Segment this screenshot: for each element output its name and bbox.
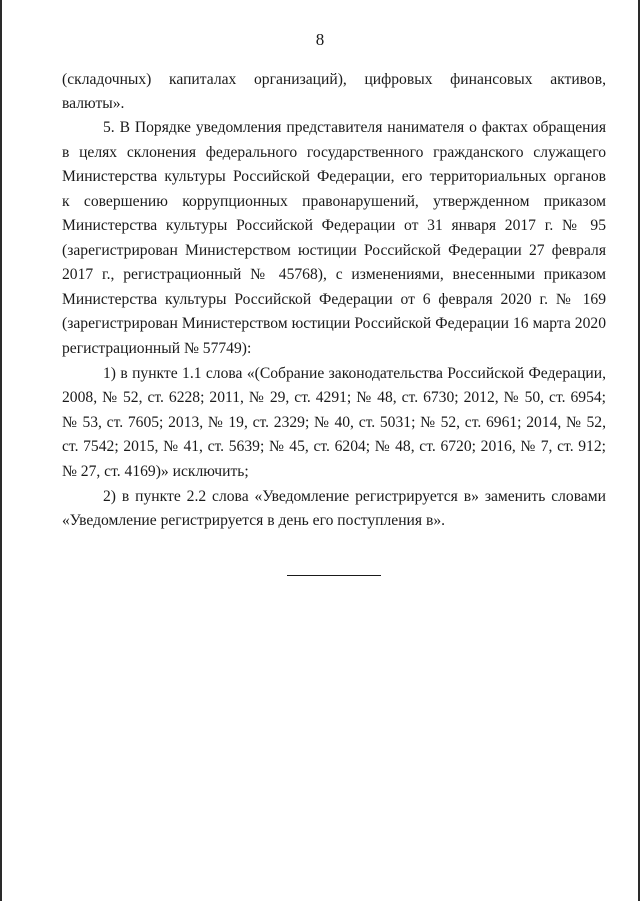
paragraph-line: Министерства культуры Российской Федерации, его территориальных органов bbox=[62, 168, 606, 185]
paragraph-line: 2008, № 52, ст. 6228; 2011, № 29, ст. 4291; № 48, ст. 6730; 2012, № 50, ст. 6954; bbox=[62, 389, 606, 406]
scan-edge-left bbox=[0, 0, 2, 901]
paragraph-line: (зарегистрирован Министерством юстиции Российской Федерации 27 февраля bbox=[62, 242, 606, 259]
paragraph-line: Министерства культуры Российской Федерации от 6 февраля 2020 г. № 169 bbox=[62, 291, 606, 308]
paragraph-line: Министерства культуры Российской Федерации от 31 января 2017 г. № 95 bbox=[62, 217, 606, 234]
paragraph-line: валюты». bbox=[62, 95, 125, 112]
paragraph-line: (зарегистрирован Министерством юстиции Российской Федерации 16 марта 2020 bbox=[62, 315, 606, 332]
paragraph-line: в целях склонения федерального государственного гражданского служащего bbox=[62, 144, 606, 161]
paragraph-line: 2017 г., регистрационный № 45768), с изменениями, внесенными приказом bbox=[62, 266, 606, 283]
paragraph-line: «Уведомление регистрируется в день его поступления в». bbox=[62, 512, 446, 529]
paragraph-line: № 27, ст. 4169)» исключить; bbox=[62, 463, 249, 480]
paragraph-line: 2) в пункте 2.2 слова «Уведомление регистрируется в» заменить словами bbox=[103, 488, 606, 505]
paragraph-line: № 53, ст. 7605; 2013, № 19, ст. 2329; № 40, ст. 5031; № 52, ст. 6961; 2014, № 52, bbox=[62, 414, 606, 431]
paragraph-line: ст. 7542; 2015, № 41, ст. 5639; № 45, ст. 6204; № 48, ст. 6720; 2016, № 7, ст. 912; bbox=[62, 438, 606, 455]
end-separator-line bbox=[287, 575, 381, 576]
paragraph-line: к совершению коррупционных правонарушений, утвержденном приказом bbox=[62, 193, 606, 210]
paragraph-line: регистрационный № 57749): bbox=[62, 340, 252, 357]
paragraph-line: 1) в пункте 1.1 слова «(Собрание законодательства Российской Федерации, bbox=[103, 365, 606, 382]
paragraph-line: 5. В Порядке уведомления представителя нанимателя о фактах обращения bbox=[103, 119, 606, 136]
paragraph-line: (складочных) капиталах организаций), цифровых финансовых активов, bbox=[62, 71, 606, 88]
page-number: 8 bbox=[315, 30, 325, 49]
